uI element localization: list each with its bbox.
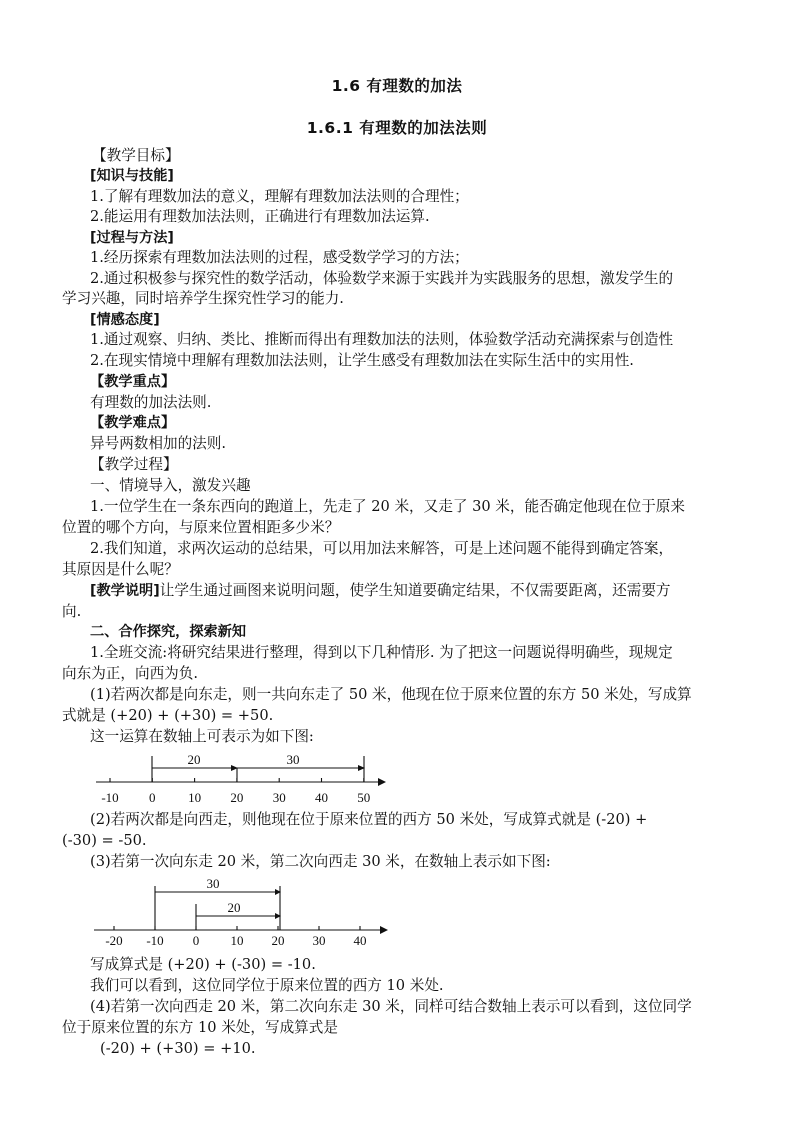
objectives-heading: 【教学目标】 [92, 147, 180, 164]
section-2-item-1-cont: 向东为正，向西为负. [62, 665, 198, 682]
fig1-tick-label: 30 [272, 790, 286, 805]
teaching-note-label: [教学说明] [90, 583, 160, 599]
case-2-cont: (-30) = -50. [62, 832, 147, 849]
case-4-equation: (-20) + (+30) = +10. [100, 1040, 256, 1057]
emotion-item-2: 2.在现实情境中理解有理数加法法则，让学生感受有理数加法在实际生活中的实用性. [90, 352, 634, 369]
fig1-tick-label: 0 [149, 790, 156, 805]
fig2-tick-label: 20 [271, 933, 285, 948]
fig1-tick-label: 40 [315, 790, 328, 805]
difficulty-heading: 【教学难点】 [90, 415, 176, 431]
fig2-tick-label: 10 [230, 933, 244, 948]
section-2-heading: 二、合作探究，探索新知 [90, 624, 247, 640]
case-3-equation: 写成算式是 (+20) + (-30) = -10. [90, 956, 316, 973]
teaching-note-text: 让学生通过画图来说明问题，使学生知道要确定结果，不仅需要距离，还需要方 [159, 582, 671, 599]
fig1-tick-label: 10 [188, 790, 202, 805]
key-points-text: 有理数的加法法则. [90, 394, 212, 411]
subsection-title: 1.6.1 有理数的加法法则 [306, 119, 488, 137]
case-1-fig-caption: 这一运算在数轴上可表示为如下图: [90, 728, 314, 745]
fig2-seg1-label: 30 [206, 876, 220, 891]
case-1: (1)若两次都是向东走，则一共向东走了 50 米，他现在位于原来位置的东方 50 米处，写成算 [90, 686, 692, 703]
process-item-2-cont: 学习兴趣，同时培养学生探究性学习的能力. [62, 290, 344, 307]
case-3-conclusion: 我们可以看到，这位同学位于原来位置的西方 10 米处. [90, 977, 444, 994]
difficulty-text: 异号两数相加的法则. [90, 435, 226, 452]
case-4: (4)若第一次向西走 20 米，第二次向东走 30 米，同样可结合数轴上表示可以看到，这位同学 [90, 998, 692, 1015]
section-1-item-2: 2.我们知道，求两次运动的总结果，可以用加法来解答，可是上述问题不能得到确定答案， [90, 540, 674, 557]
case-4-cont: 位于原来位置的东方 10 米处，写成算式是 [62, 1019, 338, 1036]
skill-item-2: 2.能运用有理数加法法则，正确进行有理数加法运算. [90, 208, 430, 225]
skill-item-1: 1.了解有理数加法的意义，理解有理数加法法则的合理性； [90, 188, 469, 205]
process-item-2: 2.通过积极参与探究性的数学活动，体验数学来源于实践并为实践服务的思想，激发学生的 [90, 270, 674, 287]
case-1-cont: 式就是 (+20) + (+30) = +50. [62, 707, 274, 724]
fig1-seg1-label: 20 [187, 752, 201, 767]
key-points-heading: 【教学重点】 [90, 374, 176, 390]
fig1-tick-label: 20 [230, 790, 244, 805]
section-1-heading: 一、情境导入，激发兴趣 [90, 477, 251, 494]
fig2-tick-label: 30 [312, 933, 326, 948]
skills-heading: [知识与技能] [90, 168, 174, 184]
case-2: (2)若两次都是向西走，则他现在位于原来位置的西方 50 米处，写成算式就是 (-20) + [90, 811, 648, 828]
teaching-note-cont: 向. [62, 603, 82, 620]
section-1-item-2-cont: 其原因是什么呢？ [62, 561, 179, 578]
process-main-heading: 【教学过程】 [90, 456, 178, 473]
process-heading: [过程与方法] [90, 230, 174, 246]
fig2-tick-label: -20 [105, 933, 123, 948]
number-line-figure-1 [90, 748, 390, 808]
fig2-seg2-label: 20 [227, 900, 241, 915]
fig2-tick-label: 40 [353, 933, 367, 948]
number-line-figure-2 [90, 874, 400, 948]
emotion-heading: [情感态度] [90, 312, 160, 328]
process-item-1: 1.经历探索有理数加法法则的过程，感受数学学习的方法； [90, 249, 469, 266]
teaching-note [90, 581, 671, 601]
fig2-tick-label: 0 [192, 933, 200, 948]
section-2-item-1: 1.全班交流:将研究结果进行整理，得到以下几种情形. 为了把这一问题说得明确些，现规定 [90, 644, 673, 661]
fig1-tick-label: 50 [357, 790, 371, 805]
section-1-item-1: 1.一位学生在一条东西向的跑道上，先走了 20 米，又走了 30 米，能否确定他现在位于原来 [90, 498, 685, 515]
fig1-tick-label: -10 [101, 790, 119, 805]
emotion-item-1: 1.通过观察、归纳、类比、推断而得出有理数加法的法则，体验数学活动充满探索与创造性 [90, 331, 674, 348]
case-3: (3)若第一次向东走 20 米，第二次向西走 30 米，在数轴上表示如下图: [90, 853, 551, 870]
section-1-item-1-cont: 位置的哪个方向，与原来位置相距多少米？ [62, 519, 340, 536]
fig2-tick-label: -10 [146, 933, 164, 948]
section-title: 1.6 有理数的加法 [331, 77, 463, 95]
fig1-seg2-label: 30 [286, 752, 300, 767]
